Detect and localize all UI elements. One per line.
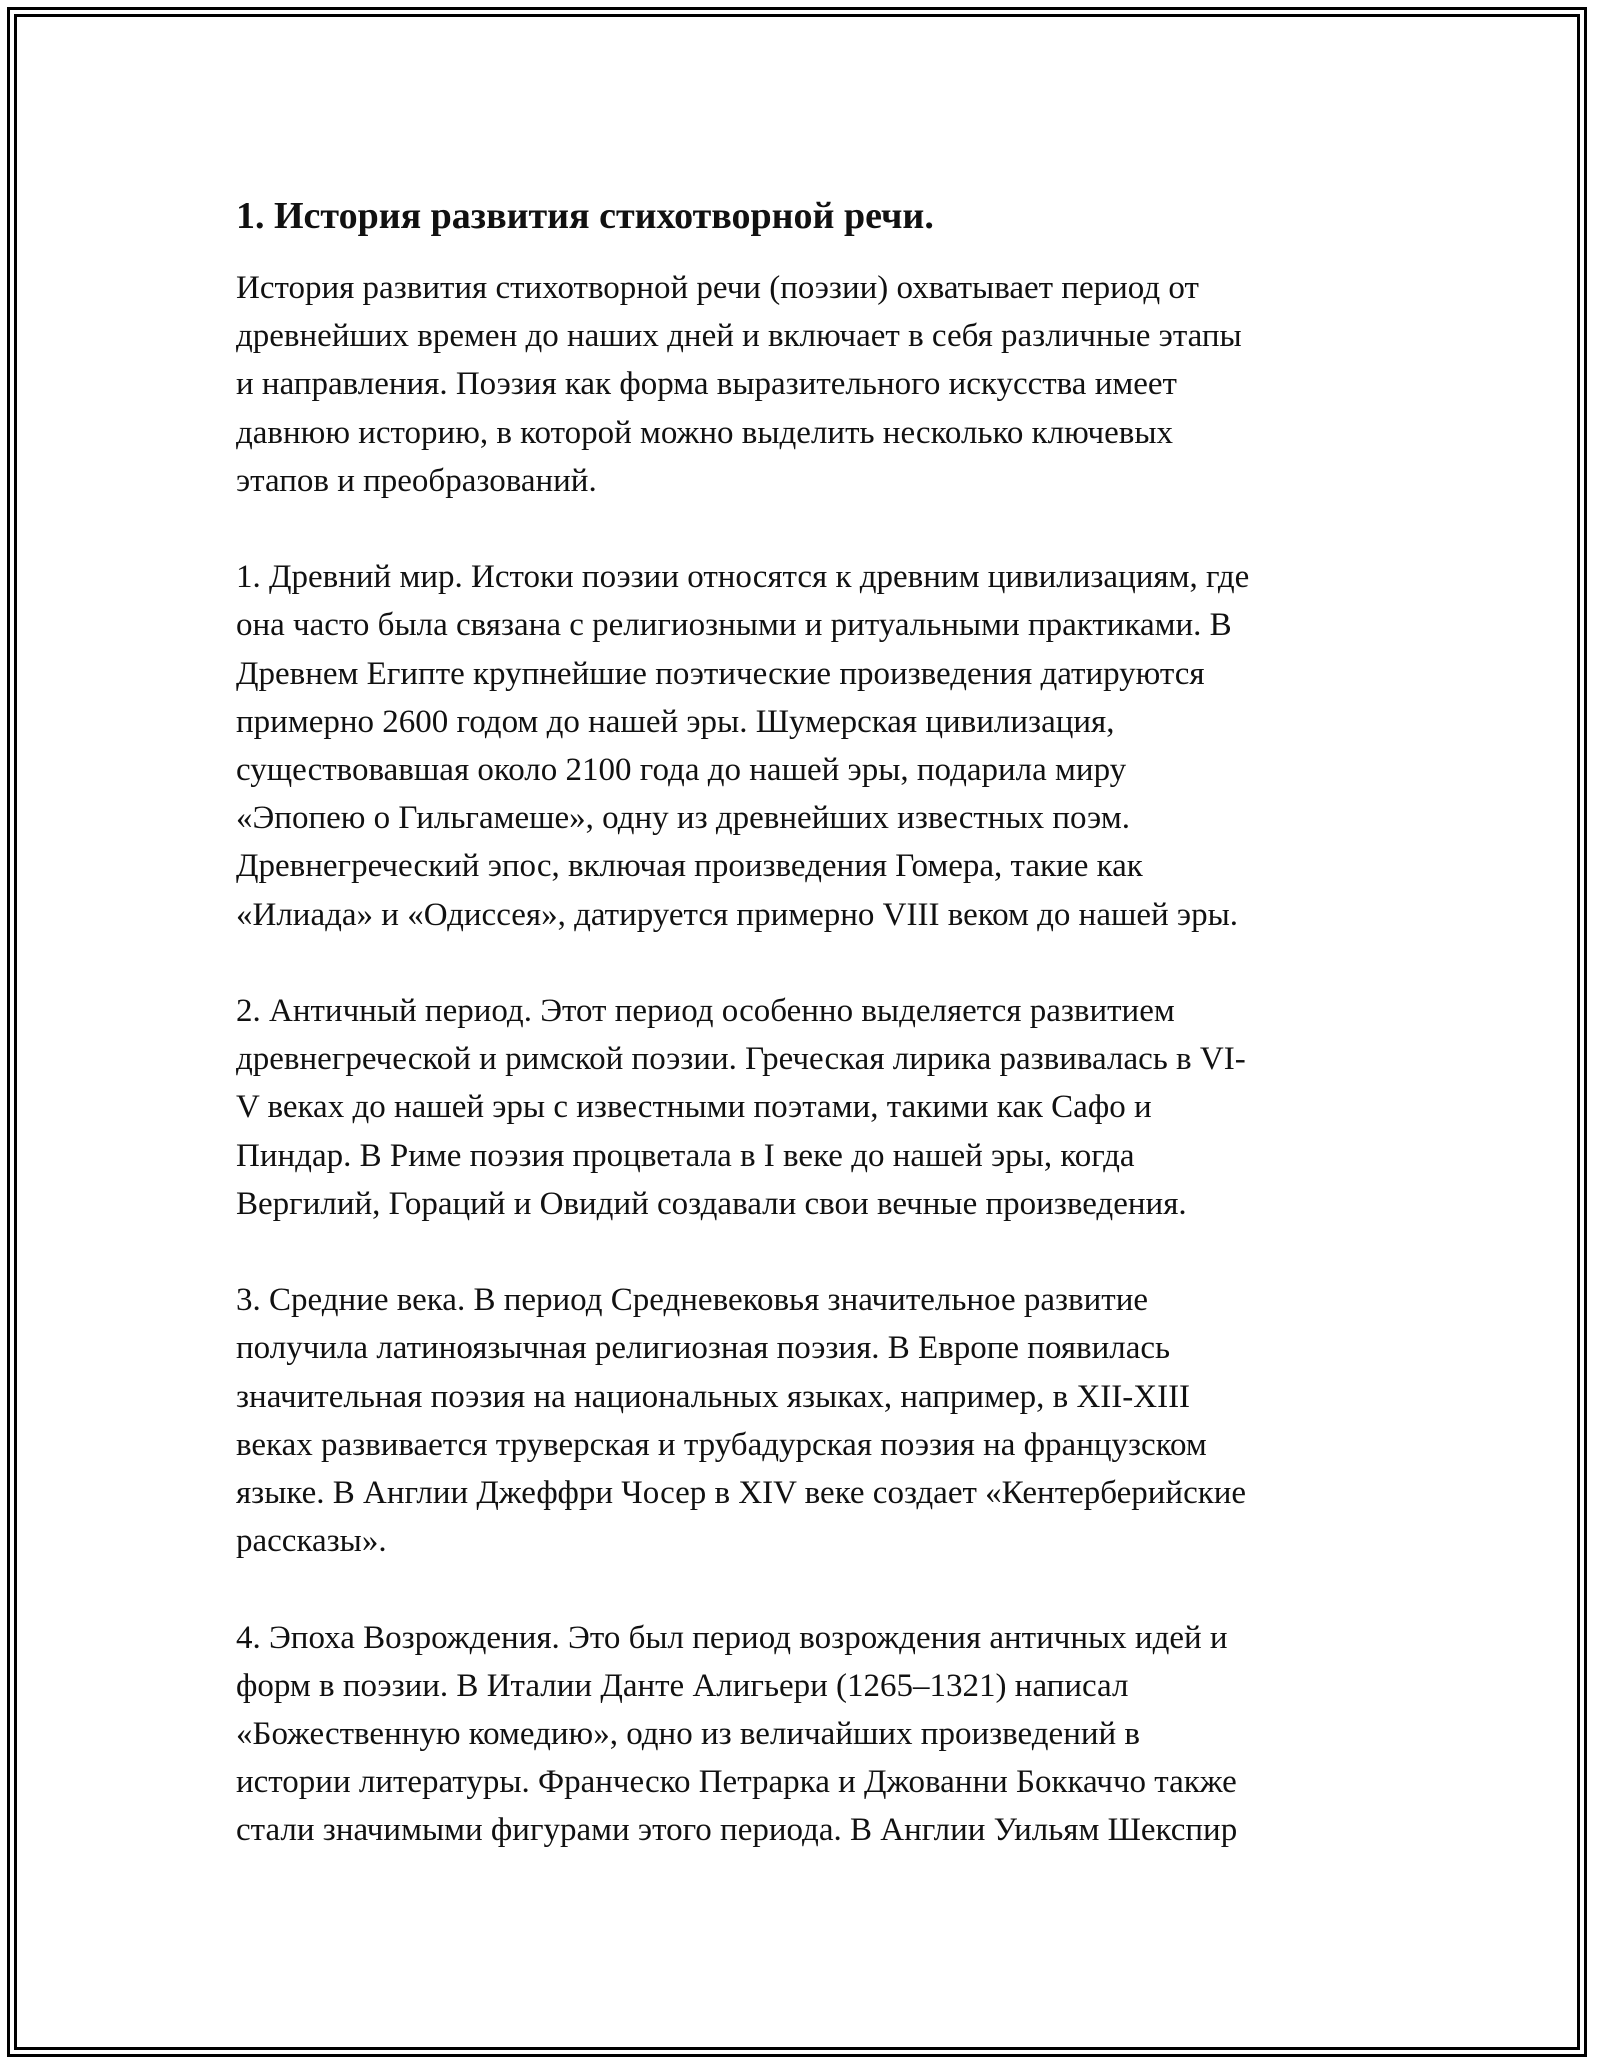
paragraph-middle-ages bbox=[236, 1276, 1376, 1565]
text-line: примерно 2600 годом до нашей эры. Шумерская цивилизация, bbox=[236, 703, 1115, 740]
text-line: давнюю историю, в которой можно выделить несколько ключевых bbox=[236, 414, 1174, 451]
paragraph-antiquity bbox=[236, 987, 1376, 1228]
text-line: рассказы». bbox=[236, 1523, 387, 1560]
text-line: значительная поэзия на национальных языках, например, в XII-XIII bbox=[236, 1378, 1191, 1415]
text-line: V веках до нашей эры с известными поэтами, такими как Сафо и bbox=[236, 1089, 1152, 1126]
text-line: истории литературы. Франческо Петрарка и Джованни Боккаччо также bbox=[236, 1764, 1237, 1801]
text-line: «Эпопею о Гильгамеше», одну из древнейших известных поэм. bbox=[236, 800, 1130, 837]
text-line: Древнем Египте крупнейшие поэтические произведения датируются bbox=[236, 655, 1205, 692]
text-line: 4. Эпоха Возрождения. Это был период возрождения античных идей и bbox=[236, 1619, 1228, 1656]
text-line: «Илиада» и «Одиссея», датируется примерно VIII веком до нашей эры. bbox=[236, 896, 1239, 933]
text-line: древнейших времен до наших дней и включает в себя различные этапы bbox=[236, 318, 1242, 355]
text-line: «Божественную комедию», одно из величайших произведений в bbox=[236, 1716, 1141, 1753]
text-line: она часто была связана с религиозными и ритуальными практиками. В bbox=[236, 607, 1232, 644]
text-line: этапов и преобразований. bbox=[236, 462, 597, 499]
document-body bbox=[236, 188, 1376, 1903]
text-line: стали значимыми фигурами этого периода. В Англии Уильям Шекспир bbox=[236, 1812, 1238, 1849]
text-line: и направления. Поэзия как форма выразительного искусства имеет bbox=[236, 366, 1177, 403]
text-line: История развития стихотворной речи (поэзии) охватывает период от bbox=[236, 270, 1199, 306]
paragraph-renaissance bbox=[236, 1614, 1376, 1855]
text-line: Вергилий, Гораций и Овидий создавали свои вечные произведения. bbox=[236, 1185, 1187, 1222]
text-line: получила латиноязычная религиозная поэзия. В Европе появилась bbox=[236, 1330, 1171, 1367]
text-line: древнегреческой и римской поэзии. Греческая лирика развивалась в VI- bbox=[236, 1041, 1246, 1078]
text-line: существовавшая около 2100 года до нашей эры, подарила миру bbox=[236, 752, 1127, 789]
text-line: Древнегреческий эпос, включая произведения Гомера, такие как bbox=[236, 848, 1143, 885]
text-line: 2. Античный период. Этот период особенно выделяется развитием bbox=[236, 993, 1175, 1030]
text-line: Пиндар. В Риме поэзия процветала в I веке до нашей эры, когда bbox=[236, 1137, 1135, 1174]
text-line: 3. Средние века. В период Средневековья значительное развитие bbox=[236, 1282, 1149, 1319]
text-line: веках развивается труверская и трубадурская поэзия на французском bbox=[236, 1426, 1207, 1463]
document-title: 1. История развития стихотворной речи. bbox=[236, 195, 934, 237]
paragraph-intro bbox=[236, 264, 1376, 505]
text-line: форм в поэзии. В Италии Данте Алигьери (1265–1321) написал bbox=[236, 1667, 1129, 1704]
paragraph-ancient-world bbox=[236, 553, 1376, 939]
text-line: языке. В Англии Джеффри Чосер в XIV веке создает «Кентерберийские bbox=[236, 1475, 1247, 1512]
text-line: 1. Древний мир. Истоки поэзии относятся к древним цивилизациям, где bbox=[236, 559, 1250, 596]
